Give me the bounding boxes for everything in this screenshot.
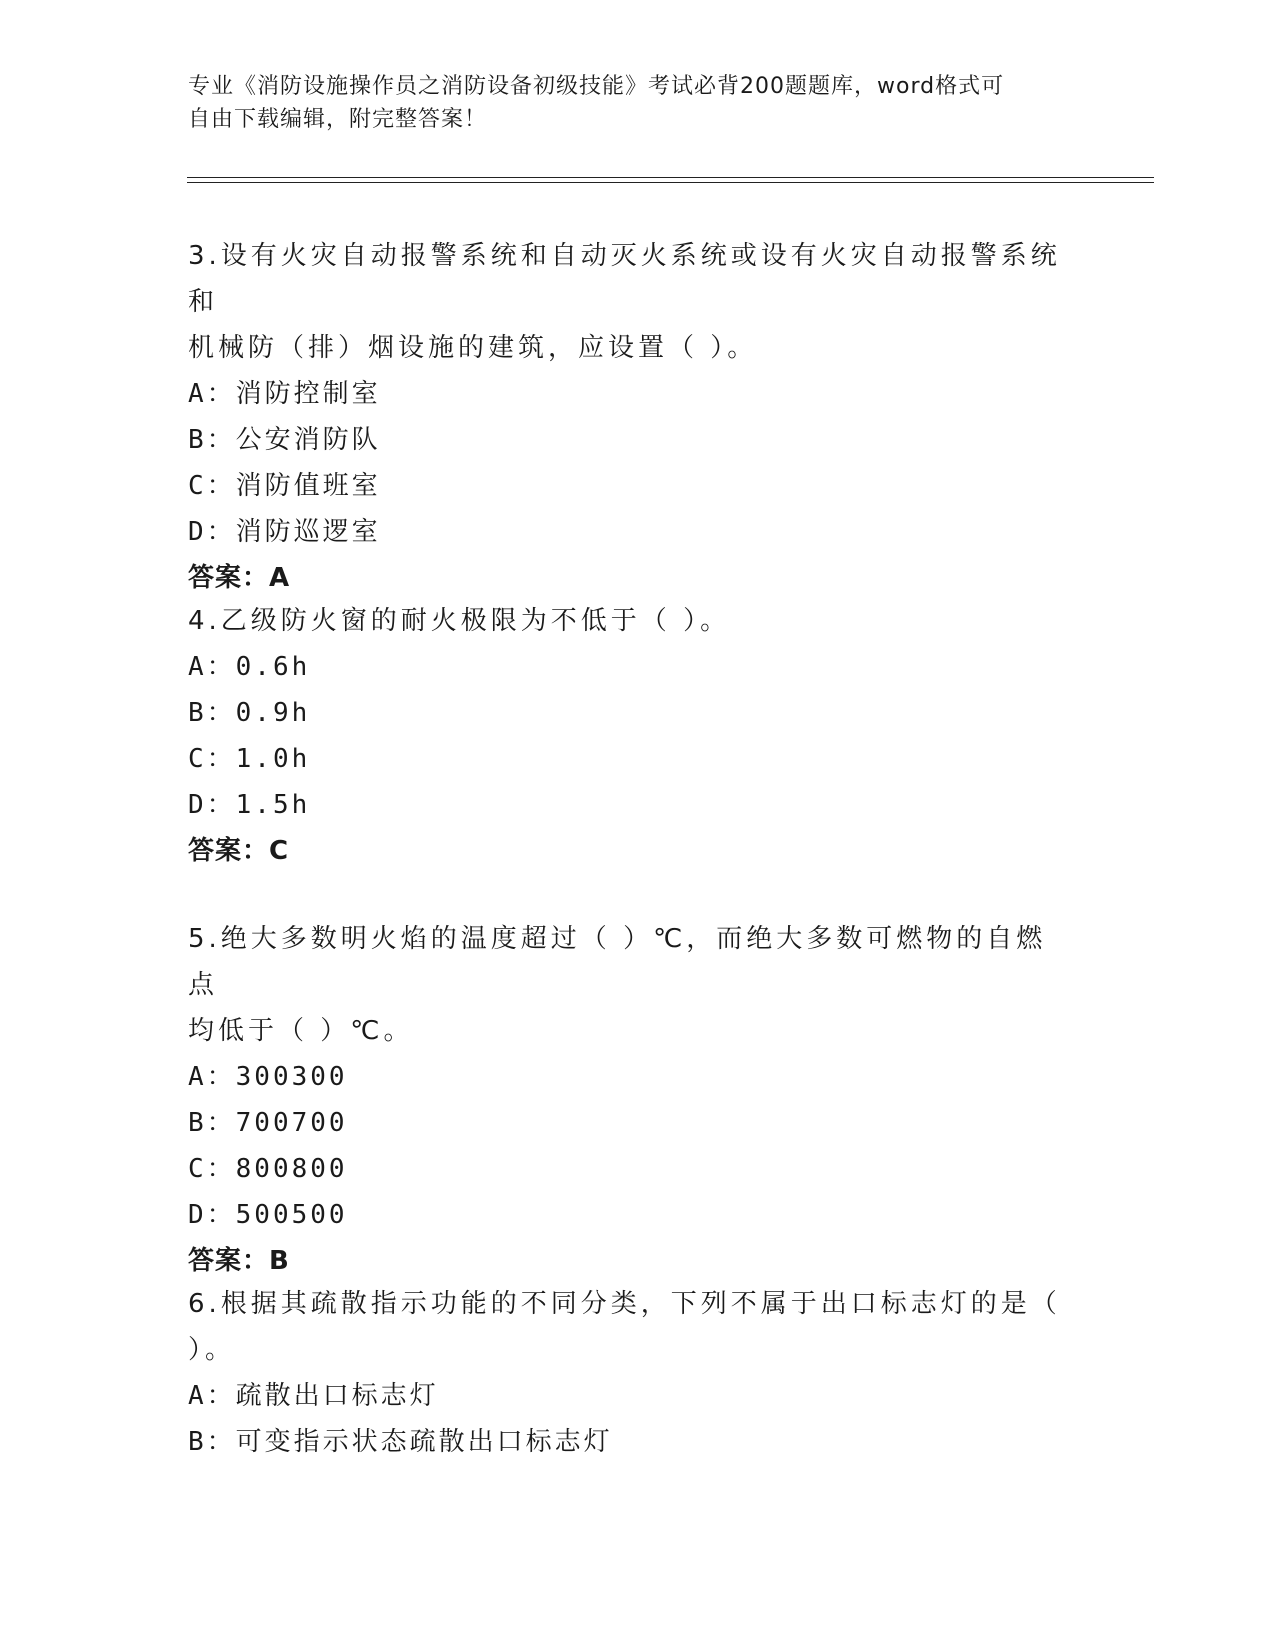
- question-4: [188, 598, 1068, 874]
- document-header: [188, 70, 1088, 136]
- header-divider-bottom: [187, 182, 1154, 183]
- question-stem-line: 5.绝大多数明火焰的温度超过（ ）℃，而绝大多数可燃物的自燃点: [188, 924, 1047, 1000]
- option-c: C：800800: [188, 1154, 348, 1184]
- option-c: C：消防值班室: [188, 471, 381, 501]
- question-stem-line: 4.乙级防火窗的耐火极限为不低于（ ）。: [188, 606, 731, 636]
- question-stem-line: 3.设有火灾自动报警系统和自动灭火系统或设有火灾自动报警系统和: [188, 241, 1061, 317]
- question-5: [188, 916, 1068, 1284]
- question-3: [188, 233, 1068, 601]
- answer: 答案：C: [188, 836, 290, 866]
- option-a: A：疏散出口标志灯: [188, 1381, 439, 1411]
- header-divider-top: [187, 177, 1154, 178]
- option-a: A：0.6h: [188, 652, 311, 682]
- option-b: B：可变指示状态疏散出口标志灯: [188, 1427, 613, 1457]
- option-a: A：消防控制室: [188, 379, 381, 409]
- header-line-2: 自由下载编辑，附完整答案！: [188, 107, 488, 132]
- question-stem-line: 机械防（排）烟设施的建筑，应设置（ ）。: [188, 333, 758, 363]
- option-d: D：1.5h: [188, 790, 311, 820]
- option-b: B：700700: [188, 1108, 348, 1138]
- header-line-1: 专业《消防设施操作员之消防设备初级技能》考试必背200题题库，word格式可: [188, 74, 1005, 99]
- answer: 答案：B: [188, 1246, 290, 1276]
- option-a: A：300300: [188, 1062, 348, 1092]
- question-stem-line: 均低于（ ）℃。: [188, 1016, 414, 1046]
- option-d: D：500500: [188, 1200, 348, 1230]
- question-stem-line: ）。: [188, 1335, 236, 1365]
- question-stem-line: 6.根据其疏散指示功能的不同分类，下列不属于出口标志灯的是（: [188, 1289, 1061, 1319]
- option-b: B：0.9h: [188, 698, 311, 728]
- answer: 答案：A: [188, 563, 291, 593]
- question-6: [188, 1281, 1068, 1465]
- option-c: C：1.0h: [188, 744, 311, 774]
- option-b: B：公安消防队: [188, 425, 381, 455]
- option-d: D：消防巡逻室: [188, 517, 381, 547]
